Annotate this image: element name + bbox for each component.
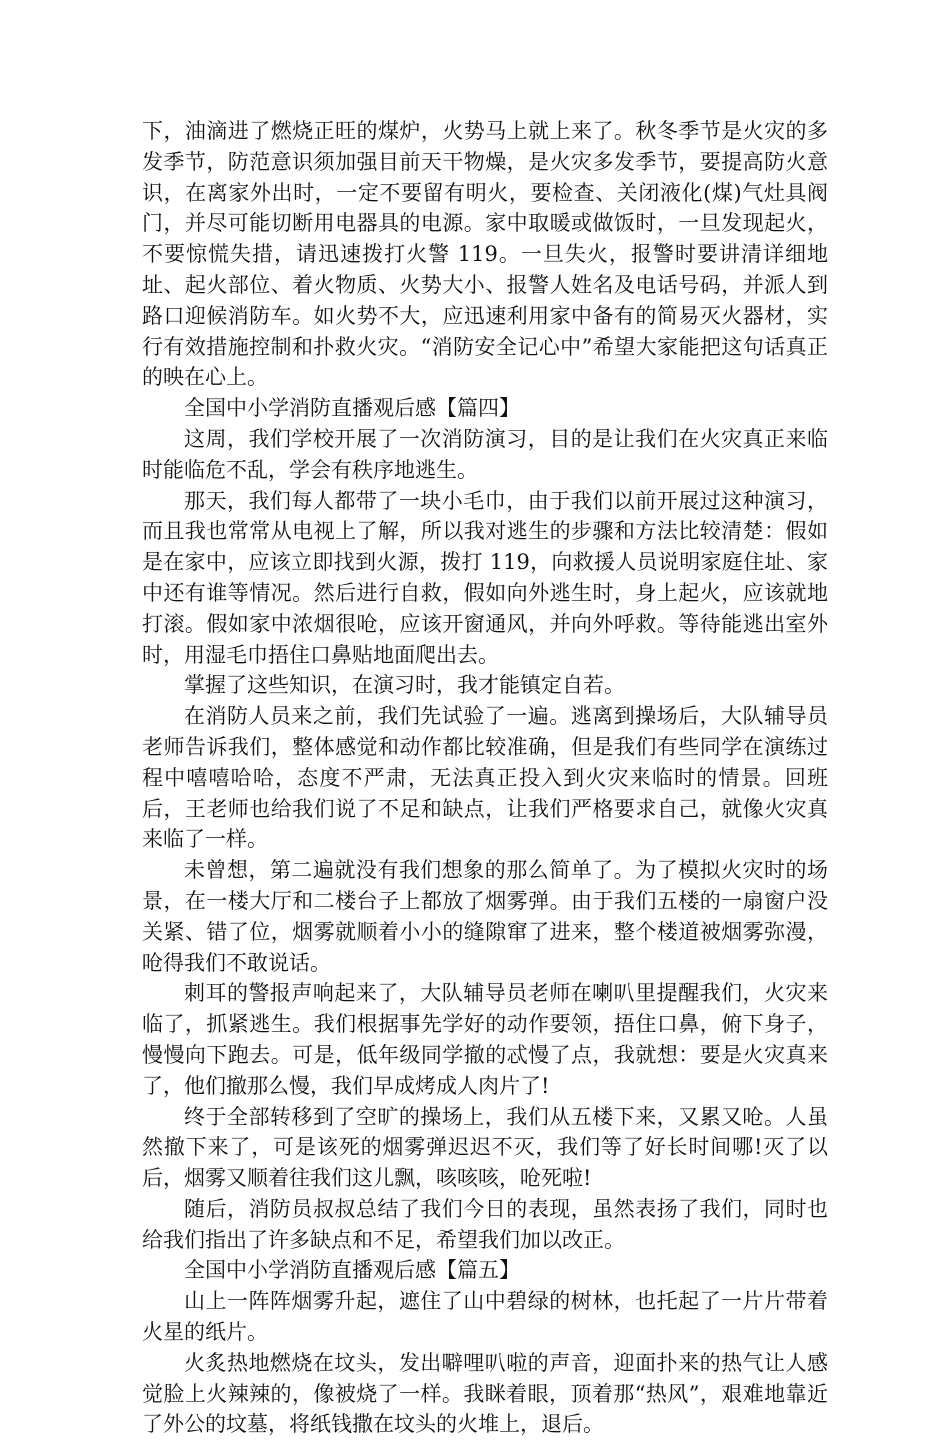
paragraph: 随后，消防员叔叔总结了我们今日的表现，虽然表扬了我们，同时也给我们指出了许多缺点和不足，希望我们加以改正。 [142, 1196, 828, 1252]
document-page [142, 116, 828, 1440]
paragraph: 终于全部转移到了空旷的操场上，我们从五楼下来，又累又呛。人虽然撤下来了，可是该死的烟雾弹迟迟不灭，我们等了好长时间哪!灭了以后，烟雾又顺着往我们这儿飘，咳咳咳，呛死啦! [142, 1104, 828, 1191]
paragraph: 在消防人员来之前，我们先试验了一遍。逃离到操场后，大队辅导员老师告诉我们，整体感觉和动作都比较准确，但是我们有些同学在演练过程中嘻嘻哈哈，态度不严肃，无法真正投入到火灾来临时的情景。回班后，王老师也给我们说了不足和缺点，让我们严格要求自己，就像火灾真来临了一样。 [142, 704, 828, 852]
paragraph: 掌握了这些知识，在演习时，我才能镇定自若。 [184, 673, 625, 698]
paragraph: 未曾想，第二遍就没有我们想象的那么简单了。为了模拟火灾时的场景，在一楼大厅和二楼台子上都放了烟雾弹。由于我们五楼的一扇窗户没关紧、错了位，烟雾就顺着小小的缝隙窜了进来，整个楼道被烟雾弥漫，呛得我们不敢说话。 [142, 858, 828, 975]
paragraph: 火炙热地燃烧在坟头，发出噼哩叭啦的声音，迎面扑来的热气让人感觉脸上火辣辣的，像被烧了一样。我眯着眼，顶着那“热风”，艰难地靠近了外公的坟墓，将纸钱撒在坟头的火堆上，退后。 [142, 1350, 828, 1437]
paragraph-intro-continued: 下，油滴进了燃烧正旺的煤炉，火势马上就上来了。秋冬季节是火灾的多发季节，防范意识须加强目前天干物燥，是火灾多发季节，要提高防火意识，在离家外出时，一定不要留有明火，要检查、关闭液化(煤)气灶具阀门，并尽可能切断用电器具的电源。家中取暖或做饭时，一旦发现起火，不要惊慌失措，请迅速拨打火警 119。一旦失火，报警时要讲清详细地址、起火部位、着火物质、火势大小、报警人姓名及电话号码，并派人到路口迎候消防车。如火势不大，应迅速利用家中备有的简易灭火器材，实行有效措施控制和扑救火灾。“消防安全记心中”希望大家能把这句话真正的映在心上。 [142, 119, 828, 390]
paragraph: 那天，我们每人都带了一块小毛巾，由于我们以前开展过这种演习，而且我也常常从电视上了解，所以我对逃生的步骤和方法比较清楚：假如是在家中，应该立即找到火源，拨打 119，向救援人员说明家庭住址、家中还有谁等情况。然后进行自救，假如向外逃生时，身上起火，应该就地打滚。假如家中浓烟很呛，应该开窗通风，并向外呼救。等待能逃出室外时，用湿毛巾捂住口鼻贴地面爬出去。 [142, 488, 828, 667]
section-heading-part-four: 全国中小学消防直播观后感【篇四】 [184, 396, 520, 421]
paragraph: 这周，我们学校开展了一次消防演习，目的是让我们在火灾真正来临时能临危不乱，学会有秩序地逃生。 [142, 426, 828, 482]
section-heading-part-five: 全国中小学消防直播观后感【篇五】 [184, 1258, 520, 1283]
paragraph: 刺耳的警报声响起来了，大队辅导员老师在喇叭里提醒我们，火灾来临了，抓紧逃生。我们根据事先学好的动作要领，捂住口鼻，俯下身子，慢慢向下跑去。可是，低年级同学撤的忒慢了点，我就想：要是火灾真来了，他们撤那么慢，我们早成烤成人肉片了! [142, 981, 828, 1098]
paragraph: 山上一阵阵烟雾升起，遮住了山中碧绿的树林，也托起了一片片带着火星的纸片。 [142, 1289, 828, 1345]
